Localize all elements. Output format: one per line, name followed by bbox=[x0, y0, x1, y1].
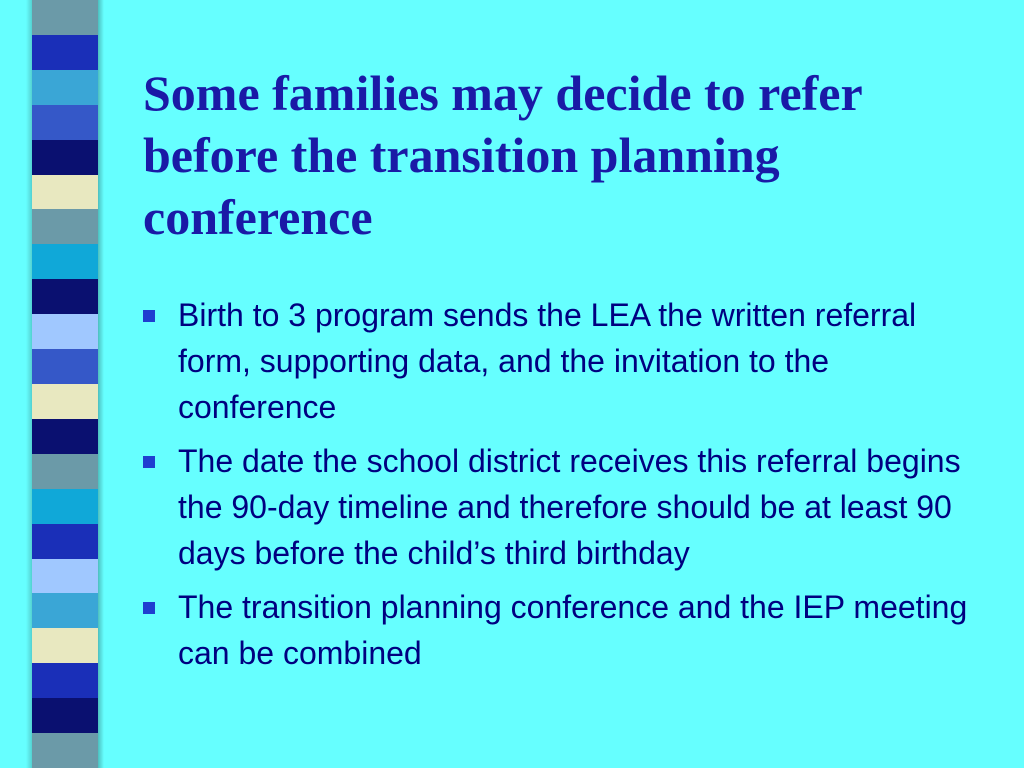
stripe-band bbox=[32, 733, 98, 768]
bullet-item bbox=[140, 584, 990, 676]
stripe-band bbox=[32, 105, 98, 140]
stripe-band bbox=[32, 140, 98, 175]
stripe-band bbox=[32, 384, 98, 419]
stripe-band bbox=[32, 175, 98, 210]
bullet-item bbox=[140, 438, 990, 576]
stripe-band bbox=[32, 349, 98, 384]
square-bullet-icon bbox=[143, 602, 155, 614]
stripe-band bbox=[32, 593, 98, 628]
square-bullet-icon bbox=[143, 310, 155, 322]
bullet-text: The transition planning conference and the IEP meeting can be combined bbox=[178, 589, 968, 671]
stripe-band bbox=[32, 628, 98, 663]
stripe-band bbox=[32, 489, 98, 524]
stripe-band bbox=[32, 244, 98, 279]
bullet-list bbox=[140, 292, 990, 684]
decorative-shadow bbox=[98, 0, 104, 768]
stripe-band bbox=[32, 209, 98, 244]
stripe-band bbox=[32, 454, 98, 489]
bullet-text: Birth to 3 program sends the LEA the written referral form, supporting data, and the invitation to the conference bbox=[178, 297, 917, 425]
stripe-band bbox=[32, 419, 98, 454]
bullet-item bbox=[140, 292, 990, 430]
slide-title: Some families may decide to refer before the transition planning conference bbox=[143, 65, 862, 245]
stripe-band bbox=[32, 0, 98, 35]
decorative-stripe-bar bbox=[32, 0, 98, 768]
stripe-band bbox=[32, 35, 98, 70]
stripe-band bbox=[32, 524, 98, 559]
square-bullet-icon bbox=[143, 456, 155, 468]
stripe-band bbox=[32, 559, 98, 594]
bullet-text: The date the school district receives this referral begins the 90-day timeline and therefore should be at least 90 days before the child’s third birthday bbox=[178, 443, 961, 571]
stripe-band bbox=[32, 70, 98, 105]
stripe-band bbox=[32, 279, 98, 314]
stripe-band bbox=[32, 698, 98, 733]
stripe-band bbox=[32, 314, 98, 349]
stripe-band bbox=[32, 663, 98, 698]
